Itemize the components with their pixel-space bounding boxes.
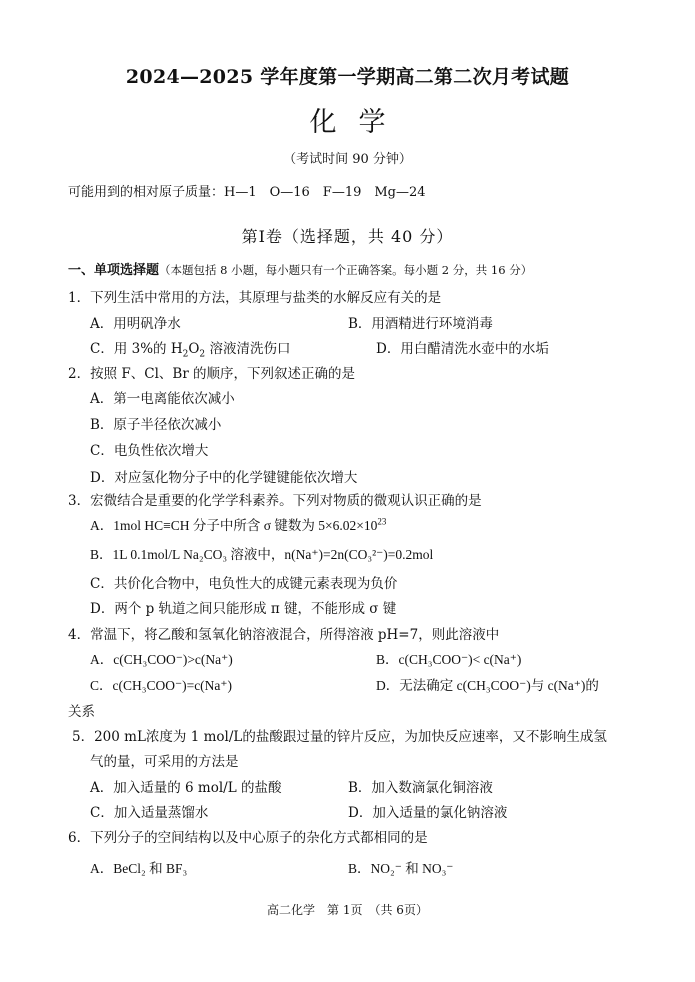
question-1-option-c	[90, 337, 290, 360]
section-title: 第Ⅰ卷（选择题，共 40 分）	[241, 227, 454, 246]
question-3-option-b: B．1L 0.1mol/L Na₂CO₃ 溶液中，n(Na⁺)=2n(CO₃²⁻)=0.2mol	[90, 547, 434, 562]
question-5-option-b: B．加入数滴氯化铜溶液	[348, 780, 493, 796]
q3a-text: A．1mol HC≡CH 分子中所含 σ 键数为 5×6.02×10	[90, 518, 378, 533]
question-3-option-a	[90, 514, 386, 534]
question-2-stem: 2．按照 F、Cl、Br 的顺序，下列叙述正确的是	[68, 366, 356, 382]
question-2-option-d: D．对应氢化物分子中的化学键键能依次增大	[90, 470, 358, 486]
question-6-stem: 6．下列分子的空间结构以及中心原子的杂化方式都相同的是	[68, 830, 428, 846]
q1c-pre: C．用 3%的 H	[90, 341, 183, 357]
subject-title: 化学	[309, 107, 408, 138]
page-footer: 高二化学 第 1页 （共 6页）	[267, 903, 428, 917]
question-1-stem: 1．下列生活中常用的方法，其原理与盐类的水解反应有关的是	[68, 290, 442, 306]
part-note: （本题包括 8 小题，每小题只有一个正确答案。每小题 2 分，共 16 分）	[159, 263, 533, 277]
question-5-stem-line-2: 气的量，可采用的方法是	[90, 754, 239, 770]
q1c-sub1: 2	[182, 349, 189, 360]
exam-title: 2024—2025 学年度第一学期高二第二次月考试题	[125, 66, 570, 88]
question-3-option-c: C．共价化合物中，电负性大的成键元素表现为负价	[90, 576, 398, 592]
part-heading	[68, 259, 532, 278]
question-4-option-d: D．无法确定 c(CH₃COO⁻)与 c(Na⁺)的	[376, 678, 599, 693]
question-4-stem: 4．常温下，将乙酸和氢氧化钠溶液混合，所得溶液 pH=7，则此溶液中	[68, 627, 500, 643]
question-4-option-c: C．c(CH₃COO⁻)=c(Na⁺)	[90, 678, 233, 693]
question-2-option-b: B．原子半径依次减小	[90, 417, 222, 433]
question-5-option-a: A．加入适量的 6 mol/L 的盐酸	[90, 780, 282, 796]
question-5-stem-line-1: 5．200 mL浓度为 1 mol/L的盐酸跟过量的锌片反应，为加快反应速率，又不影响生成氢	[72, 729, 607, 745]
question-1-option-a: A．用明矾净水	[90, 316, 181, 332]
question-5-option-c: C．加入适量蒸馏水	[90, 805, 209, 821]
question-6-option-a: A．BeCl₂ 和 BF₃	[90, 861, 188, 876]
question-6-option-b: B．NO₂⁻ 和 NO₃⁻	[348, 861, 454, 876]
question-4-option-d-continued: 关系	[68, 704, 95, 720]
atomic-mass-line: 可能用到的相对原子质量：H—1 O—16 F—19 Mg—24	[68, 185, 426, 200]
question-2-option-a: A．第一电离能依次减小	[90, 391, 235, 407]
q1c-mid: O	[188, 341, 200, 357]
question-5-option-d: D．加入适量的氯化钠溶液	[348, 805, 508, 821]
question-3-stem: 3．宏微结合是重要的化学学科素养。下列对物质的微观认识正确的是	[68, 493, 482, 509]
question-1-option-d: D．用白醋清洗水壶中的水垢	[376, 341, 549, 357]
exam-time: （考试时间 90 分钟）	[283, 152, 412, 167]
question-4-option-b: B．c(CH₃COO⁻)< c(Na⁺)	[376, 652, 522, 667]
q1c-post: 溶液清洗伤口	[205, 341, 291, 357]
question-3-option-d: D．两个 p 轨道之间只能形成 π 键，不能形成 σ 键	[90, 601, 397, 617]
q1c-sub2: 2	[199, 349, 206, 360]
question-4-option-a: A．c(CH₃COO⁻)>c(Na⁺)	[90, 652, 233, 667]
q3a-exponent: 23	[377, 516, 387, 527]
part-label: 一、单项选择题	[68, 263, 160, 278]
question-1-option-b: B．用酒精进行环境消毒	[348, 316, 493, 332]
question-2-option-c: C．电负性依次增大	[90, 443, 209, 459]
